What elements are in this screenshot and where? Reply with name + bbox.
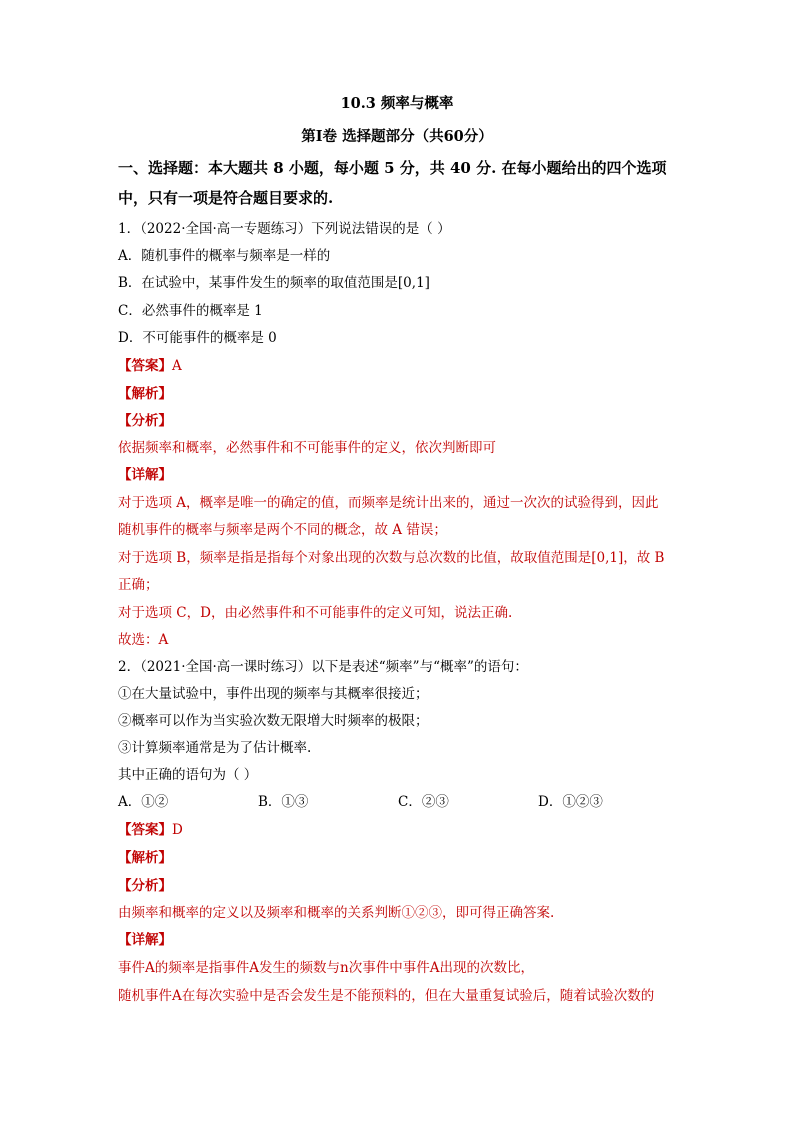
answer-label: 【答案】 <box>118 358 172 374</box>
question-1-answer <box>118 356 182 376</box>
section-instructions-line2: 中，只有一项是符合题目要求的. <box>118 189 334 207</box>
question-2-choice-d: D．①②③ <box>538 794 603 810</box>
question-2-choice-a: A．①② <box>118 794 169 810</box>
question-1-option-b: B．在试验中，某事件发生的频率的取值范围是[0,1] <box>118 275 430 291</box>
question-2-detail-line: 随机事件A在每次实验中是否会发生是不能预料的，但在大量重复试验后，随着试验次数的 <box>118 988 655 1004</box>
question-1-detail-line: 故选：A <box>118 632 169 648</box>
question-1-detail-line: 对于选项 C，D，由必然事件和不可能事件的定义可知，说法正确. <box>118 605 513 621</box>
question-1-detail-line: 对于选项 B，频率是指是指每个对象出现的次数与总次数的比值，故取值范围是[0,1]，故 B <box>118 550 665 566</box>
answer-value: D <box>172 822 183 838</box>
question-1-detail-line: 正确； <box>118 577 159 593</box>
question-1-detail-line: 随机事件的概率与频率是两个不同的概念，故 A 错误； <box>118 522 447 538</box>
question-1-option-d: D．不可能事件的概率是 0 <box>118 330 277 346</box>
question-2-choice-c: C．②③ <box>398 794 449 810</box>
document-title: 10.3 频率与概率 <box>340 95 454 112</box>
question-1-detail-line: 对于选项 A，概率是唯一的确定的值，而频率是统计出来的，通过一次次的试验得到，因此 <box>118 495 659 511</box>
question-2-fenxi-text: 由频率和概率的定义以及频率和概率的关系判断①②③，即可得正确答案. <box>118 905 555 921</box>
question-2-jiexi-label: 【解析】 <box>118 850 172 866</box>
question-2-choices <box>118 792 678 812</box>
question-1-jiexi-label: 【解析】 <box>118 386 172 402</box>
question-1-fenxi-text: 依据频率和概率，必然事件和不可能事件的定义，依次判断即可 <box>118 440 496 456</box>
question-2-detail-line: 事件A的频率是指事件A发生的频数与n次事件中事件A出现的次数比， <box>118 960 534 976</box>
answer-label: 【答案】 <box>118 822 172 838</box>
question-1-option-c: C．必然事件的概率是 1 <box>118 303 263 319</box>
question-1-stem: 1．（2022·全国·高一专题练习）下列说法错误的是（ ） <box>118 221 451 237</box>
question-1-fenxi-label: 【分析】 <box>118 413 172 429</box>
section-instructions-line1: 一、选择题：本大题共 8 小题，每小题 5 分，共 40 分. 在每小题给出的四个选项 <box>118 159 667 177</box>
question-2-stem: 2．（2021·全国·高一课时练习）以下是表述“频率”与“概率”的语句： <box>118 659 528 675</box>
question-2-xiangjie-label: 【详解】 <box>118 932 172 948</box>
question-1-option-a: A．随机事件的概率与频率是一样的 <box>118 248 331 264</box>
question-2-statement-1: ①在大量试验中，事件出现的频率与其概率很接近； <box>118 686 429 702</box>
question-2-statement-2: ②概率可以作为当实验次数无限增大时频率的极限； <box>118 713 429 729</box>
question-2-answer <box>118 820 183 840</box>
section-subtitle: 第Ⅰ卷 选择题部分（共60分） <box>301 128 493 145</box>
question-2-statement-3: ③计算频率通常是为了估计概率. <box>118 740 312 756</box>
question-2-fenxi-label: 【分析】 <box>118 878 172 894</box>
question-1-xiangjie-label: 【详解】 <box>118 467 172 483</box>
question-2-prompt: 其中正确的语句为（ ） <box>118 767 258 783</box>
answer-value: A <box>172 358 182 374</box>
question-2-choice-b: B．①③ <box>258 794 309 810</box>
